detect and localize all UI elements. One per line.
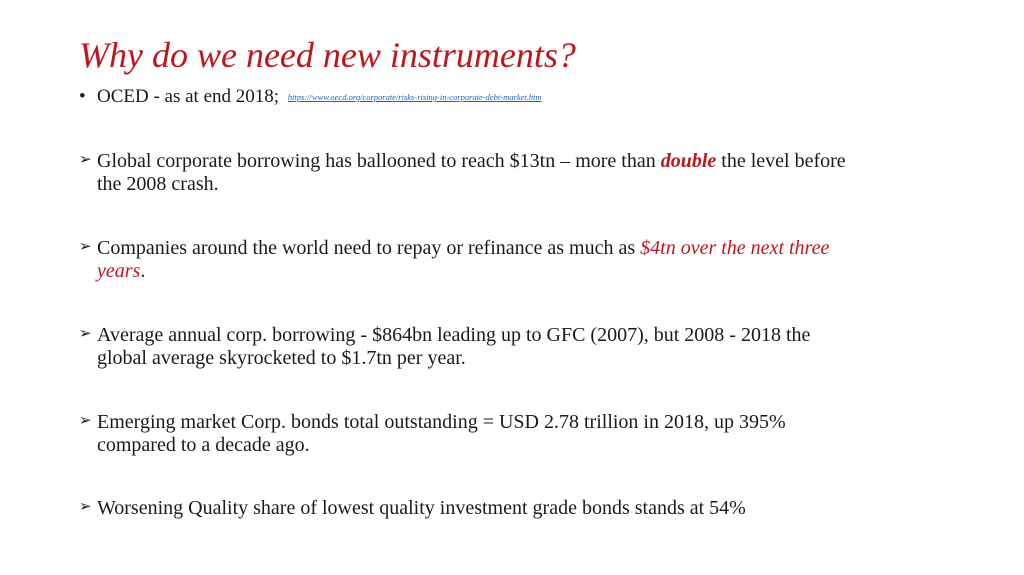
source-line — [79, 86, 542, 108]
bullet-text-line: Emerging market Corp. bonds total outstanding = USD 2.78 trillion in 2018, up 395% — [97, 411, 786, 433]
bullet-dot-icon: • — [79, 86, 86, 107]
emphasis-double: double — [660, 150, 717, 172]
bullet-text-line: compared to a decade ago. — [97, 434, 310, 456]
slide-title: Why do we need new instruments? — [79, 35, 576, 75]
bullet-text-line: Companies around the world need to repay or refinance as much as $4tn over the next three — [97, 237, 830, 259]
bullet-text-line: Global corporate borrowing has ballooned to reach $13tn – more than double the level before — [97, 150, 846, 172]
bullet-text-line: global average skyrocketed to $1.7tn per year. — [97, 347, 466, 369]
arrow-bullet-icon: ➢ — [79, 237, 92, 255]
highlight-years: years — [97, 260, 141, 282]
highlight-refinance-amount: $4tn over the next three — [640, 237, 830, 259]
bullet-item-annual-borrowing — [79, 324, 959, 370]
bullet-text-line: Worsening Quality share of lowest quality investment grade bonds stands at 54% — [97, 497, 746, 519]
bullet-text-line: Average annual corp. borrowing - $864bn leading up to GFC (2007), but 2008 - 2018 the — [97, 324, 811, 346]
arrow-bullet-icon: ➢ — [79, 150, 92, 168]
arrow-bullet-icon: ➢ — [79, 411, 92, 429]
bullet-item-emerging-market — [79, 411, 959, 457]
bullet-item-refinance — [79, 237, 959, 283]
arrow-bullet-icon: ➢ — [79, 497, 92, 515]
bullet-text-line: the 2008 crash. — [97, 173, 219, 195]
source-link[interactable]: https://www.oecd.org/corporate/risks-rising-in-corporate-debt-market.htm — [287, 92, 542, 102]
bullet-item-quality — [79, 497, 959, 520]
arrow-bullet-icon: ➢ — [79, 324, 92, 342]
bullet-text-line: years. — [97, 260, 146, 282]
source-label: OCED - as at end 2018; — [97, 86, 280, 107]
bullet-item-borrowing — [79, 150, 959, 196]
